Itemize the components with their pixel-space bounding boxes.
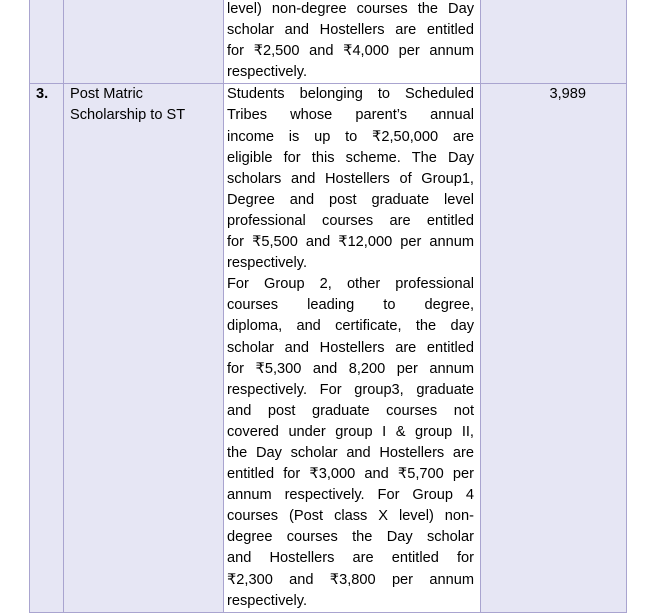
description-line: diploma, and certificate, the day bbox=[227, 318, 474, 335]
description-cell bbox=[224, 84, 481, 612]
description-line: respectively. bbox=[227, 255, 308, 272]
serial-number-cell bbox=[30, 0, 64, 84]
description-cell bbox=[224, 0, 481, 84]
description-line: scholars and Hostellers of Group1, bbox=[227, 170, 474, 187]
description-line: level) non-degree courses the Day bbox=[227, 1, 474, 17]
description-line: income is up to ₹2,50,000 are bbox=[227, 128, 474, 145]
description-line: For Group 2, other professional bbox=[227, 276, 474, 293]
scheme-table bbox=[29, 0, 627, 613]
description-line: Degree and post graduate level bbox=[227, 191, 474, 208]
scheme-name-line: Scholarship to ST bbox=[70, 107, 186, 124]
scheme-name-cell bbox=[64, 84, 224, 612]
description-line: courses leading to degree, bbox=[227, 297, 474, 314]
description-line: respectively. For group3, graduate bbox=[227, 381, 474, 398]
description-line: professional courses are entitled bbox=[227, 212, 474, 229]
description-line: for ₹5,300 and 8,200 per annum bbox=[227, 360, 474, 377]
scheme-name-line: Post Matric bbox=[70, 86, 143, 103]
amount-cell bbox=[481, 0, 627, 84]
description-line: entitled for ₹3,000 and ₹5,700 per bbox=[227, 466, 474, 483]
description-line: eligible for this scheme. The Day bbox=[227, 149, 474, 166]
serial-number-cell: 3. bbox=[30, 84, 64, 612]
amount-cell: 3,989 bbox=[481, 84, 627, 612]
description-line: respectively. bbox=[227, 64, 308, 81]
description-line: respectively. bbox=[227, 592, 308, 609]
description-line: for ₹2,500 and ₹4,000 per annum bbox=[227, 43, 474, 60]
description-line: scholar and Hostellers are entitled bbox=[227, 22, 474, 39]
description-line: annum respectively. For Group 4 bbox=[227, 487, 474, 504]
description-line: the Day scholar and Hostellers are bbox=[227, 444, 474, 461]
description-line: Tribes whose parent’s annual bbox=[227, 107, 474, 124]
description-line: covered under group I & group II, bbox=[227, 423, 474, 440]
description-line: and post graduate courses not bbox=[227, 402, 474, 419]
description-line: scholar and Hostellers are entitled bbox=[227, 339, 474, 356]
description-line: and Hostellers are entitled for bbox=[227, 550, 474, 567]
scheme-name-cell bbox=[64, 0, 224, 84]
description-line: ₹2,300 and ₹3,800 per annum bbox=[227, 571, 474, 588]
description-line: for ₹5,500 and ₹12,000 per annum bbox=[227, 234, 474, 251]
description-line: courses (Post class X level) non- bbox=[227, 508, 474, 525]
table-row bbox=[30, 0, 627, 84]
table-row bbox=[30, 84, 627, 612]
description-line: Students belonging to Scheduled bbox=[227, 86, 474, 103]
description-line: degree courses the Day scholar bbox=[227, 529, 474, 546]
